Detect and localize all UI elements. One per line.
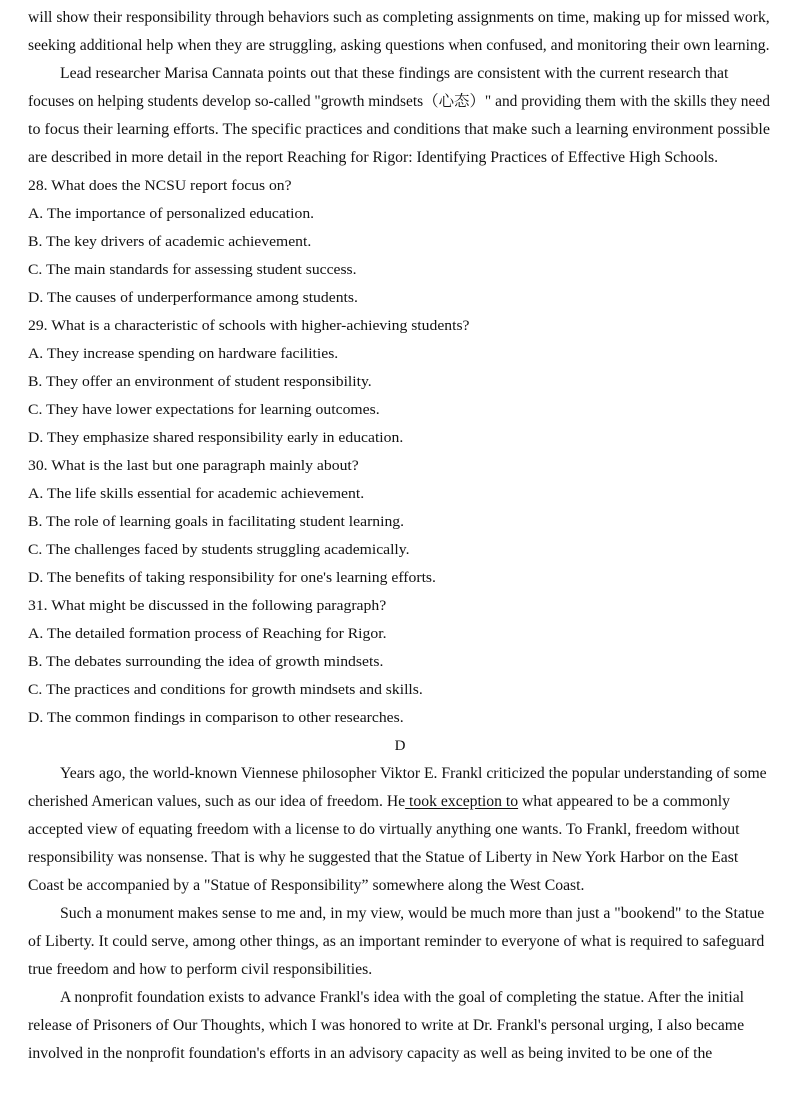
answer-option-b[interactable]: B. The role of learning goals in facilitating student learning.: [28, 514, 405, 530]
text-line: seeking additional help when they are struggling, asking questions when confused, and monitoring their own learning.: [28, 37, 770, 54]
text-line: to focus their learning efforts. The specific practices and conditions that make such a learning environment possible: [28, 121, 770, 138]
text-segment: cherished American values, such as our idea of freedom. He: [28, 793, 406, 810]
question-stem: 28. What does the NCSU report focus on?: [28, 178, 292, 194]
answer-option-d[interactable]: D. The causes of underperformance among students.: [28, 290, 358, 306]
answer-option-b[interactable]: B. The debates surrounding the idea of growth mindsets.: [28, 654, 384, 670]
passage-heading: D: [394, 738, 406, 754]
question-stem: 29. What is a characteristic of schools with higher-achieving students?: [28, 318, 470, 334]
text-line: Lead researcher Marisa Cannata points out that these findings are consistent with the current research that: [60, 65, 729, 82]
answer-option-c[interactable]: C. They have lower expectations for learning outcomes.: [28, 402, 380, 418]
text-line: Years ago, the world-known Viennese philosopher Viktor E. Frankl criticized the popular understanding of some: [60, 765, 767, 782]
text-line: accepted view of equating freedom with a license to do virtually anything one wants. To Frankl, freedom without: [28, 821, 740, 838]
text-line: of Liberty. It could serve, among other things, as an important reminder to everyone of what is required to safeguard: [28, 933, 765, 950]
answer-option-a[interactable]: A. The life skills essential for academic achievement.: [28, 486, 365, 502]
text-segment: what appeared to be a commonly: [518, 793, 730, 810]
text-line: true freedom and how to perform civil responsibilities.: [28, 961, 373, 978]
underlined-phrase: took exception to: [405, 793, 519, 810]
answer-option-c[interactable]: C. The challenges faced by students struggling academically.: [28, 542, 410, 558]
text-line: will show their responsibility through behaviors such as completing assignments on time, making up for missed work,: [28, 9, 770, 26]
answer-option-b[interactable]: B. The key drivers of academic achievement.: [28, 234, 312, 250]
answer-option-a[interactable]: A. They increase spending on hardware facilities.: [28, 346, 339, 362]
text-line: A nonprofit foundation exists to advance Frankl's idea with the goal of completing the statue. After the initial: [60, 989, 745, 1006]
answer-option-c[interactable]: C. The practices and conditions for growth mindsets and skills.: [28, 682, 423, 698]
text-line: are described in more detail in the report Reaching for Rigor: Identifying Practices of Effective High Schools.: [28, 149, 719, 166]
answer-option-a[interactable]: A. The importance of personalized education.: [28, 206, 315, 222]
answer-option-c[interactable]: C. The main standards for assessing student success.: [28, 262, 357, 278]
text-line: Such a monument makes sense to me and, in my view, would be much more than just a "bookend" to the Statue: [60, 905, 765, 922]
text-line: [28, 788, 730, 816]
answer-option-b[interactable]: B. They offer an environment of student responsibility.: [28, 374, 372, 390]
text-line: responsibility was nonsense. That is why he suggested that the Statue of Liberty in New York Harbor on the East: [28, 849, 739, 866]
answer-option-d[interactable]: D. The benefits of taking responsibility for one's learning efforts.: [28, 570, 436, 586]
text-line: release of Prisoners of Our Thoughts, which I was honored to write at Dr. Frankl's personal urging, I also became: [28, 1017, 745, 1034]
answer-option-d[interactable]: D. They emphasize shared responsibility early in education.: [28, 430, 404, 446]
question-stem: 30. What is the last but one paragraph mainly about?: [28, 458, 359, 474]
answer-option-a[interactable]: A. The detailed formation process of Reaching for Rigor.: [28, 626, 387, 642]
question-stem: 31. What might be discussed in the following paragraph?: [28, 598, 387, 614]
text-line: Coast be accompanied by a "Statue of Responsibility” somewhere along the West Coast.: [28, 877, 585, 894]
answer-option-d[interactable]: D. The common findings in comparison to other researches.: [28, 710, 404, 726]
text-line: focuses on helping students develop so-called "growth mindsets（心态）" and providing them with the skills they need: [28, 93, 770, 110]
text-line: involved in the nonprofit foundation's efforts in an advisory capacity as well as being invited to be one of the: [28, 1045, 713, 1062]
